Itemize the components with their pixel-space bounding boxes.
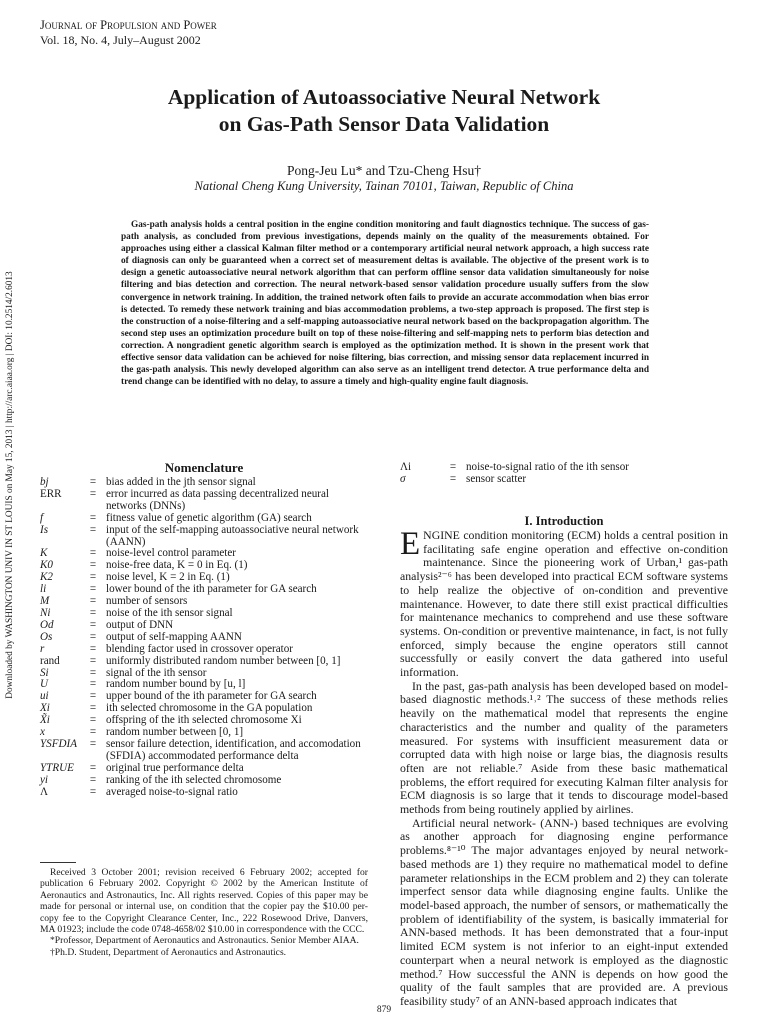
nomenclature-entry	[40, 656, 370, 668]
nomenclature-symbol: x	[40, 726, 45, 739]
nomenclature-definition: error incurred as data passing decentralized neural networks (DNNs)	[106, 487, 329, 512]
nomenclature-symbol: f	[40, 511, 44, 524]
nomenclature-symbol: Od	[40, 618, 54, 631]
intro-paragraph-3: Artificial neural network- (ANN-) based techniques are evolving as another approach for diagnosing engine performance problems.⁸⁻¹⁰ The major advantages enjoyed by neural network-based methods are 1) they require no mathematical model to define parameter relationships in the ECM problem and 2) they can tolerate imperfect sensor data while diagnosing engine faults. Unlike the model-based approach, the number of sensors, or mathematically the problem of identifiability of the system, is basically immaterial for ANN-based methods. It has been demonstrated that a four-input limited ECM system is not inferior to an eight-input extended counterpart when a neural network is employed as the diagnostic method.⁷ How successful the ANN is depends on how good the quality of the fault samples that are provided are. A previous feasibility study⁷ of an ANN-based approach indicates that	[400, 815, 728, 1008]
equals-sign: =	[89, 547, 97, 560]
journal-header	[40, 18, 217, 48]
equals-sign: =	[89, 761, 97, 774]
nomenclature-symbol: r	[40, 642, 45, 655]
nomenclature-entry	[40, 787, 370, 799]
journal-name: Journal of Propulsion and Power	[40, 18, 217, 32]
nomenclature-definition: offspring of the ith selected chromosome Xi	[106, 714, 302, 727]
nomenclature-entry	[40, 739, 370, 763]
journal-volume: Vol. 18, No. 4, July–August 2002	[40, 33, 201, 47]
nomenclature-definition: noise level, K = 2 in Eq. (1)	[106, 571, 230, 584]
nomenclature-entry	[40, 775, 370, 787]
equals-sign: =	[89, 666, 97, 679]
footnote-rule	[40, 862, 76, 863]
nomenclature-symbol: Is	[40, 523, 49, 536]
introduction	[400, 526, 728, 1009]
nomenclature-symbol: YTRUE	[40, 761, 74, 774]
equals-sign: =	[89, 773, 97, 786]
equals-sign: =	[89, 487, 97, 500]
nomenclature-definition: signal of the ith sensor	[106, 666, 207, 679]
nomenclature-entry	[40, 489, 370, 513]
equals-sign: =	[89, 630, 97, 643]
page-number: 879	[376, 1005, 392, 1015]
nomenclature-definition: uniformly distributed random number between [0, 1]	[106, 654, 341, 667]
drop-cap: E	[400, 526, 421, 562]
nomenclature-entry	[40, 513, 370, 525]
equals-sign: =	[89, 606, 97, 619]
nomenclature-definition: averaged noise-to-signal ratio	[106, 785, 238, 798]
nomenclature-definition: lower bound of the ith parameter for GA search	[106, 583, 317, 596]
authors: Pong-Jeu Lu* and Tzu-Cheng Hsu†	[287, 163, 481, 178]
footnote-author-1: *Professor, Department of Aeronautics and Astronautics. Senior Member AIAA.	[50, 935, 359, 947]
nomenclature-symbol: K2	[40, 571, 53, 584]
nomenclature-entry	[40, 763, 370, 775]
section-heading: I. Introduction	[524, 514, 604, 528]
nomenclature-definition: noise-level control parameter	[106, 547, 236, 560]
nomenclature-definition: original true performance delta	[106, 761, 244, 774]
nomenclature-definition: random number between [0, 1]	[106, 726, 244, 739]
nomenclature-definition: upper bound of the ith parameter for GA search	[106, 690, 317, 703]
equals-sign: =	[89, 571, 97, 584]
nomenclature-symbol: li	[40, 583, 47, 596]
nomenclature-symbol: X̃i	[40, 714, 50, 727]
nomenclature-list	[40, 477, 370, 798]
nomenclature-symbol: Os	[40, 630, 53, 643]
footnotes	[40, 867, 368, 958]
footnote-received: Received 3 October 2001; revision received 6 February 2002; accepted for publication 6 February 2002. Copyright © 2002 by the American Institute of Aeronautics and Astronautics, Inc. All rights reserved. Copies of this paper may be made for personal or internal use, on condition that the copier pay the $10.00 per-copy fee to the Copyright Clearance Center, Inc., 222 Rosewood Drive, Danvers, MA 01923; include the code 0748-4658/02 $10.00 in correspondence with the CCC.	[40, 867, 368, 936]
nomenclature-definition: noise-to-signal ratio of the ith sensor	[466, 461, 629, 473]
nomenclature-entry	[40, 632, 370, 644]
equals-sign: =	[449, 472, 457, 485]
nomenclature-symbol: Ni	[40, 606, 51, 619]
nomenclature-list-continued	[400, 462, 730, 486]
equals-sign: =	[89, 678, 97, 691]
nomenclature-entry	[40, 525, 370, 549]
nomenclature-definition: blending factor used in crossover operator	[106, 642, 293, 655]
equals-sign: =	[89, 523, 97, 536]
title-line-2: on Gas-Path Sensor Data Validation	[218, 112, 550, 136]
nomenclature-definition: random number bound by [u, l]	[106, 678, 246, 691]
nomenclature-symbol: Xi	[40, 702, 50, 715]
equals-sign: =	[89, 595, 97, 608]
equals-sign: =	[89, 726, 97, 739]
nomenclature-symbol: K0	[40, 559, 53, 572]
nomenclature-definition: bias added in the jth sensor signal	[106, 476, 256, 488]
nomenclature-symbol: bj	[40, 476, 49, 488]
equals-sign: =	[89, 583, 97, 596]
equals-sign: =	[89, 476, 97, 488]
nomenclature-definition: output of self-mapping AANN	[106, 630, 242, 643]
nomenclature-definition: noise of the ith sensor signal	[106, 606, 233, 619]
equals-sign: =	[89, 690, 97, 703]
nomenclature-symbol: U	[40, 678, 49, 691]
nomenclature-symbol: Λ	[40, 785, 49, 798]
download-sidebar: Downloaded by WASHINGTON UNIV IN ST LOUIS on May 15, 2013 | http://arc.aiaa.org | DOI: 10.2514/2.6013	[5, 271, 15, 699]
footnote-author-2: †Ph.D. Student, Department of Aeronautics and Astronautics.	[50, 946, 287, 958]
nomenclature-definition: number of sensors	[106, 595, 188, 608]
equals-sign: =	[89, 618, 97, 631]
nomenclature-entry	[40, 644, 370, 656]
abstract: Gas-path analysis holds a central position in the engine condition monitoring and fault diagnostics technique. The success of gas-path analysis, as concluded from previous investigations, depends mainly on the quality of the measurements obtained. For approaches using either a classical Kalman filter method or a contemporary artificial neural network approach, a high success rate of diagnosis can only be guaranteed when a correct set of measurement deltas is available. The objective of the present work is to design a genetic autoassociative neural network algorithm that can perform offline sensor data validation simultaneously for noise filtering and bias detection and correction. The neural network-based sensor validation procedure usually suffers from the slow convergence in network training. In addition, the trained network often fails to provide an accurate accommodation when bias error is detected. To remedy these network training and bias accommodation problems, a two-step approach is proposed. The first step is the construction of a noise-filtering and a self-mapping autoassociative neural network based on the backpropagation algorithm. The second step uses an optimization procedure built on top of these noise-filtering and self-mapping nets to perform bias detection and correction. A nongradient genetic algorithm search is employed as the optimization method. It is shown in the present work that effective sensor data validation can be achieved for noise filtering, bias correction, and missing sensor data replacement incurred in the gas-path analysis. This newly developed algorithm can also serve as an intelligent trend detector. A true performance delta and trend change can be identified with no delay, to assure a timely and high-quality engine fault diagnosis.	[121, 220, 649, 388]
equals-sign: =	[449, 461, 457, 473]
nomenclature-definition: sensor failure detection, identification, and accomodation (SFDIA) accommodated performance delta	[106, 737, 361, 762]
nomenclature-symbol: Λi	[400, 461, 412, 473]
nomenclature-heading: Nomenclature	[164, 460, 244, 475]
intro-paragraph	[400, 526, 728, 680]
title-line-1: Application of Autoassociative Neural Network	[167, 85, 601, 109]
nomenclature-symbol: σ	[400, 472, 406, 485]
nomenclature-entry	[400, 474, 730, 486]
paper-title	[60, 84, 708, 138]
nomenclature-definition: output of DNN	[106, 618, 174, 631]
nomenclature-symbol: ERR	[40, 487, 62, 500]
equals-sign: =	[89, 559, 97, 572]
nomenclature-entry	[40, 620, 370, 632]
nomenclature-symbol: Si	[40, 666, 49, 679]
affiliation: National Cheng Kung University, Tainan 70101, Taiwan, Republic of China	[194, 179, 574, 193]
intro-paragraph-1-text: NGINE condition monitoring (ECM) holds a central position in facilitating safe engine operation and effective on-condition maintenance. Since the pioneering work of Urban,¹ gas-path analysis²⁻⁶ has been developed into practical ECM software systems to help realize the objective of on-condition and preventive maintenance. However, to date there still exist practical difficulties for maintenance mechanics to comprehend and use these software systems. On-condition or preventive maintenance, in fact, is not fully enforced, simply because the engine operators still cannot successfully or easily convert the data gathered into useful information.	[400, 528, 728, 680]
equals-sign: =	[89, 642, 97, 655]
nomenclature-definition: noise-free data, K = 0 in Eq. (1)	[106, 559, 248, 572]
nomenclature-symbol: yi	[40, 773, 49, 786]
nomenclature-symbol: M	[40, 595, 50, 608]
nomenclature-definition: fitness value of genetic algorithm (GA) search	[106, 511, 312, 524]
nomenclature-definition: sensor scatter	[466, 472, 527, 485]
intro-paragraph-2: In the past, gas-path analysis has been developed based on model-based diagnostic methods.¹˒² The success of these methods relies heavily on the mathematical model that represents the engine characteristics and the number and quality of the parameters measured. For systems with insufficient measurement data or corrupted data with high noise or large bias, the diagnosis results often are not reliable.⁷ Aside from these basic mathematical problems, the effort required for executing Kalman filter analysis for ECM diagnosis is so large that it tends to discourage model-based methods from being routinely applied by airlines.	[400, 678, 728, 817]
equals-sign: =	[89, 785, 97, 798]
equals-sign: =	[89, 737, 97, 750]
equals-sign: =	[89, 714, 97, 727]
equals-sign: =	[89, 654, 97, 667]
nomenclature-symbol: K	[40, 547, 48, 560]
nomenclature-definition: ith selected chromosome in the GA population	[106, 702, 313, 715]
nomenclature-symbol: YSFDIA	[40, 737, 77, 750]
nomenclature-symbol: rand	[40, 654, 60, 667]
nomenclature-definition: input of the self-mapping autoassociative neural network (AANN)	[106, 523, 359, 548]
equals-sign: =	[89, 511, 97, 524]
nomenclature-definition: ranking of the ith selected chromosome	[106, 773, 282, 786]
equals-sign: =	[89, 702, 97, 715]
nomenclature-symbol: ui	[40, 690, 49, 703]
